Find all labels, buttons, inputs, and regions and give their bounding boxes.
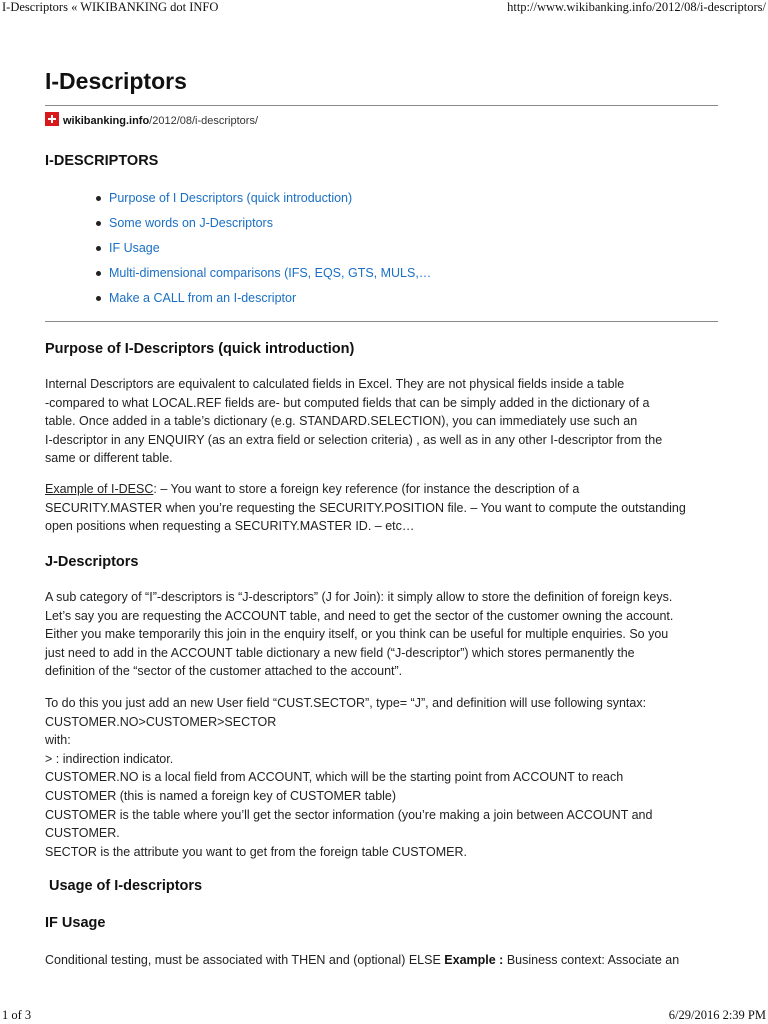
text-line: table. Once added in a table’s dictionary (e.g. STANDARD.SELECTION), you can immediately use such an [45,414,638,429]
text-line: Let’s say you are requesting the ACCOUNT table, and need to get the sector of the customer owning the account. [45,608,674,623]
section-heading-if-usage: IF Usage [45,915,106,931]
toc-link-if-usage[interactable]: IF Usage [95,239,431,264]
print-page-url: http://www.wikibanking.info/2012/08/i-descriptors/ [507,0,766,14]
text-line: -compared to what LOCAL.REF fields are- but computed fields that can be simply added in the dictionary of a [45,395,650,410]
table-of-contents [95,189,431,314]
purpose-paragraph [45,375,718,468]
example-text: : – You want to store a foreign key reference (for instance the description of a [153,482,580,496]
print-header [0,0,768,16]
text-line: > : indirection indicator. [45,751,174,766]
toc-link-make-call[interactable]: Make a CALL from an I-descriptor [95,289,431,314]
toc-heading: I-DESCRIPTORS [45,153,159,169]
page-number: 1 of 3 [2,1008,32,1022]
if-usage-text-end: Business context: Associate an [503,953,680,967]
toc-link-purpose[interactable]: Purpose of I Descriptors (quick introduction) [95,189,431,214]
source-path[interactable]: /2012/08/i-descriptors/ [149,115,259,127]
text-line: open positions when requesting a SECURITY.MASTER ID. – etc… [45,519,415,534]
text-line: To do this you just add an new User field “CUST.SECTOR”, type= “J”, and definition will use following syntax: [45,696,647,710]
example-bold-label: Example : [444,953,504,967]
text-line: I-descriptor in any ENQUIRY (as an extra field or selection criteria) , as well as in any other I-descriptor from the [45,432,663,447]
text-line: CUSTOMER.NO>CUSTOMER>SECTOR [45,714,277,729]
j-descriptors-paragraph [45,588,718,681]
text-line: with: [45,733,71,748]
text-line [45,480,718,499]
text-line: just need to add in the ACCOUNT table dictionary a new field (“J-descriptor”) which stores permanently the [45,645,635,660]
toc-divider [45,321,718,322]
text-line: CUSTOMER (this is named a foreign key of CUSTOMER table) [45,788,397,803]
text-line [45,951,718,970]
toc-link-j-descriptors[interactable]: Some words on J-Descriptors [95,214,431,239]
section-heading-j-descriptors: J-Descriptors [45,554,139,570]
print-page-title: I-Descriptors « WIKIBANKING dot INFO [2,0,219,14]
text-line: SECTOR is the attribute you want to get from the foreign table CUSTOMER. [45,844,467,859]
page-title: I-Descriptors [45,68,187,94]
swiss-flag-icon [45,112,59,126]
text-line: Either you make temporarily this join in the enquiry itself, or you think can be useful for multiple enquiries. So you [45,627,669,642]
j-descriptors-syntax [45,694,718,861]
if-usage-text: Conditional testing, must be associated with THEN and (optional) ELSE [45,953,445,967]
print-footer [0,1008,768,1024]
example-label: Example of I-DESC [45,482,154,496]
title-divider [45,105,718,106]
example-paragraph [45,480,718,536]
text-line: CUSTOMER is the table where you’ll get the sector information (you’re making a join between ACCOUNT and [45,807,653,822]
text-line: A sub category of “I”-descriptors is “J-descriptors” (J for Join): it simply allow to store the definition of foreign keys. [45,590,673,604]
text-line: CUSTOMER. [45,826,120,841]
if-usage-paragraph [45,951,718,970]
text-line: SECURITY.MASTER when you’re requesting the SECURITY.POSITION file. – You want to compute the outstanding [45,500,686,515]
print-datetime: 6/29/2016 2:39 PM [668,1008,766,1022]
source-line [45,112,258,130]
text-line: same or different table. [45,451,173,466]
text-line: definition of the “sector of the customer attached to the account”. [45,664,403,679]
section-heading-purpose: Purpose of I-Descriptors (quick introduction) [45,341,355,357]
text-line: CUSTOMER.NO is a local field from ACCOUNT, which will be the starting point from ACCOUNT to reach [45,770,624,785]
source-domain[interactable]: wikibanking.info [63,115,150,127]
toc-link-multi-dimensional[interactable]: Multi-dimensional comparisons (IFS, EQS, GTS, MULS,… [95,264,431,289]
section-heading-usage: Usage of I-descriptors [49,878,203,894]
text-line: Internal Descriptors are equivalent to calculated fields in Excel. They are not physical fields inside a table [45,377,625,391]
